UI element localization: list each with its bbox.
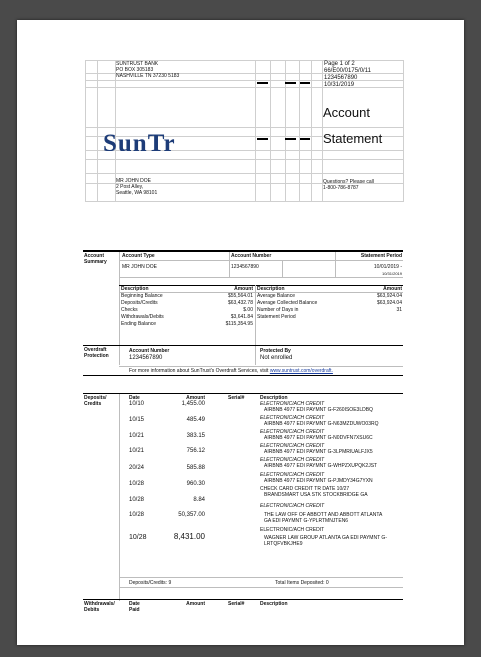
withdrawals-col-date-line2: Paid — [129, 607, 140, 613]
page-info — [324, 61, 404, 89]
deposit-amount: 50,357.00 — [178, 512, 205, 518]
deposit-desc-line2: AIRBNB 4977 EDI PAYMNT G-3LPMRIUALFJX5 — [264, 449, 373, 455]
row-desc: Average Collected Balance — [257, 300, 318, 306]
withdrawals-section-label — [84, 601, 115, 613]
col-account-number: Account Number — [231, 253, 272, 259]
statement-page — [17, 20, 464, 645]
deposit-date: 10/28 — [129, 512, 145, 518]
overdraft-label-line1: Overdraft — [84, 347, 107, 353]
bank-address — [116, 61, 226, 79]
suntrust-logo: SunTr — [103, 130, 176, 151]
deposit-date: 10/21 — [129, 433, 145, 439]
deposit-desc-line1: ELECTRONIC/ACH CREDIT — [260, 472, 325, 478]
deposit-desc-line2: BRANDSMART USA STK STOCKBRIDGE GA — [264, 492, 368, 498]
questions-label: Questions? Please call — [323, 179, 374, 185]
deposit-date: 10/28 — [129, 481, 145, 487]
col-statement-period: Statement Period — [360, 253, 402, 259]
deposit-desc-line1: ELECTRONIC/ACH CREDIT — [260, 457, 325, 463]
customer-name: MR JOHN DOE — [116, 178, 151, 184]
deposit-desc-line2: AIRBNB 4977 EDI PAYMNT G-WHPZXUPQK2JST — [264, 463, 378, 469]
deposit-row — [129, 433, 144, 440]
deposit-description — [260, 443, 405, 455]
summary-account-number: 1234567890 — [231, 264, 259, 270]
deposit-description — [260, 486, 405, 498]
deposit-desc-line2: AIRBNB 4977 EDI PAYMNT G-PJMDY34G7YXN — [264, 478, 373, 484]
deposit-description — [260, 503, 405, 524]
row-desc: Deposits/Credits — [121, 300, 158, 306]
deposit-amount: 756.12 — [186, 448, 205, 454]
deposit-desc-line1: ELECTRONIC/ACH CREDIT — [260, 401, 325, 407]
deposits-total-items: Total Items Deposited: 0 — [275, 580, 329, 586]
deposit-description — [260, 429, 405, 441]
header-account-number: 1234567890 — [324, 75, 358, 81]
summary-row — [257, 293, 403, 300]
right-desc-header: Description — [257, 286, 285, 292]
deposit-row — [129, 481, 144, 488]
deposit-description — [260, 457, 405, 469]
deposit-desc-line2: AIRBNB 4977 EDI PAYMNT G-N0DVFN7XSU6C — [264, 435, 373, 441]
deposit-desc-line1: ELECTRONIC/ACH CREDIT — [260, 443, 325, 449]
statement-title-statement: Statement — [323, 131, 383, 146]
deposit-row — [129, 448, 144, 455]
deposits-col-description: Description — [260, 395, 288, 401]
statement-title-account: Account — [323, 105, 370, 120]
deposit-desc-line1: CHECK CARD CREDIT TR DATE 10/27 — [260, 486, 350, 492]
deposit-description — [260, 415, 405, 427]
row-amount: $55,564.01 — [227, 293, 253, 299]
deposit-row — [129, 512, 144, 519]
withdrawals-col-amount: Amount — [186, 601, 205, 607]
overdraft-label-line2: Protection — [84, 353, 109, 359]
deposit-desc-line1: ELECTRONIC/ACH CREDIT — [260, 429, 325, 435]
row-amount: $63,924.04 — [376, 293, 402, 299]
left-amount-header: Amount — [234, 286, 253, 292]
deposit-desc-line3: GA EDI PAYMNT G-YPLRTMNJTEN6 — [264, 518, 349, 524]
deposit-description — [260, 472, 405, 484]
bank-city: NASHVILLE TN 37230 5183 — [116, 73, 180, 79]
summary-row — [121, 314, 255, 321]
row-desc: Beginning Balance — [121, 293, 163, 299]
overdraft-col-account-number: Account Number — [129, 348, 170, 354]
customer-city: Seattle, WA 98101 — [116, 190, 158, 196]
deposits-label-line1: Deposits/ — [84, 395, 107, 401]
deposit-desc-line2: AIRBNB 4977 EDI PAYMNT G-N63MZDUWO03RQ — [264, 421, 379, 427]
summary-row — [257, 300, 403, 307]
deposit-row — [129, 401, 144, 408]
deposits-col-amount: Amount — [186, 395, 205, 401]
row-amount: $.00 — [243, 307, 253, 313]
summary-row — [257, 307, 403, 314]
overdraft-protected-by: Not enrolled — [260, 355, 293, 361]
deposit-amount: 585.88 — [186, 465, 205, 471]
deposit-date: 20/24 — [129, 465, 145, 471]
deposit-description — [260, 401, 405, 413]
row-amount: 31 — [396, 307, 402, 313]
deposit-amount: 8,431.00 — [173, 532, 205, 541]
overdraft-section-label — [84, 347, 109, 359]
right-summary-rows — [257, 293, 403, 321]
summary-period-end: 10/31/2019 — [381, 271, 402, 276]
bank-po-box: PO BOX 305183 — [116, 67, 154, 73]
page-number: Page 1 of 2 — [324, 61, 355, 67]
statement-date: 10/31/2019 — [324, 82, 355, 88]
deposit-row — [129, 534, 147, 542]
withdrawals-label-line1: Withdrawals/ — [84, 601, 115, 607]
row-desc: Ending Balance — [121, 321, 157, 327]
row-amount: $63,924.04 — [376, 300, 402, 306]
summary-row — [257, 314, 403, 321]
deposit-amount: 8.84 — [193, 497, 205, 503]
left-summary-rows — [121, 293, 255, 328]
row-amount: $3,641.84 — [230, 314, 253, 320]
deposit-amount: 485.49 — [186, 417, 205, 423]
bank-name: SUNTRUST BANK — [116, 61, 159, 67]
col-account-type: Account Type — [122, 253, 155, 259]
deposit-row — [129, 417, 144, 424]
summary-label-line1: Account — [84, 253, 104, 259]
deposit-date: 10/21 — [129, 448, 145, 454]
summary-row — [121, 307, 255, 314]
deposit-desc-line2: AIRBNB 4977 EDI PAYMNT G-F260ISOE3LDBQ — [264, 407, 373, 413]
deposit-amount: 383.15 — [186, 433, 205, 439]
deposit-date: 10/28 — [129, 534, 147, 541]
row-amount: $115,354.95 — [225, 321, 253, 327]
deposit-desc-line1: ELECTRONIC/ACH CREDIT — [260, 527, 325, 533]
deposits-count: Deposits/Credits: 9 — [129, 580, 172, 586]
customer-address — [116, 178, 226, 196]
overdraft-col-protected-by: Protected By — [260, 348, 291, 354]
summary-account-type: MR JOHN DOE — [122, 264, 157, 270]
right-amount-header: Amount — [383, 286, 402, 292]
overdraft-account-number: 1234567890 — [129, 355, 163, 361]
row-desc: Number of Days in — [257, 307, 299, 313]
row-desc: Statement Period — [257, 314, 296, 320]
deposit-row — [129, 465, 144, 472]
left-desc-header: Description — [121, 286, 149, 292]
deposit-date: 10/10 — [129, 401, 145, 407]
summary-section-label — [84, 253, 107, 265]
deposit-desc-line1: ELECTRONIC/ACH CREDIT — [260, 415, 325, 421]
withdrawals-col-serial: Serial# — [228, 601, 245, 607]
deposit-date: 10/28 — [129, 497, 145, 503]
questions-phone: 1-800-786-8787 — [323, 185, 359, 191]
deposits-col-serial: Serial# — [228, 395, 245, 401]
deposit-desc-line2: WAGNER LAW GROUP ATLANTA GA EDI PAYMNT G- — [264, 535, 387, 541]
overdraft-info-text: For more information about SunTrust's Overdraft Services, visit — [129, 368, 269, 374]
row-amount: $63,432.78 — [227, 300, 253, 306]
deposits-label-line2: Credits — [84, 401, 102, 407]
questions-contact — [323, 179, 403, 191]
deposit-desc-line1: ELECTRONIC/ACH CREDIT — [260, 503, 325, 509]
deposit-desc-line2: THE LAW OFF OF ABBOTT AND ABBOTT ATLANTA — [264, 512, 383, 518]
deposit-amount: 960.30 — [186, 481, 205, 487]
deposits-section-label — [84, 395, 107, 407]
overdraft-info — [129, 368, 333, 374]
customer-street: 2 Post Alley, — [116, 184, 144, 190]
overdraft-link[interactable]: www.suntrust.com/overdraft. — [269, 368, 333, 374]
deposit-desc-line3: LRTQFVBKJHE9 — [264, 541, 303, 547]
row-desc: Withdrawals/Debits — [121, 314, 164, 320]
summary-row — [121, 300, 255, 307]
deposit-amount: 1,455.00 — [181, 401, 205, 407]
row-desc: Checks — [121, 307, 138, 313]
summary-row — [121, 321, 255, 328]
withdrawals-col-description: Description — [260, 601, 288, 607]
deposit-description — [260, 527, 405, 547]
summary-period-start: 10/01/2019 - — [373, 264, 402, 270]
withdrawals-col-date — [129, 601, 140, 613]
row-desc: Average Balance — [257, 293, 295, 299]
deposit-row — [129, 497, 144, 504]
deposits-col-date: Date — [129, 395, 140, 401]
summary-row — [121, 293, 255, 300]
withdrawals-col-date-line1: Date — [129, 601, 140, 607]
statement-code: 66/E00/0175/0/11 — [324, 68, 371, 74]
deposit-date: 10/15 — [129, 417, 145, 423]
withdrawals-label-line2: Debits — [84, 607, 100, 613]
summary-label-line2: Summary — [84, 259, 107, 265]
